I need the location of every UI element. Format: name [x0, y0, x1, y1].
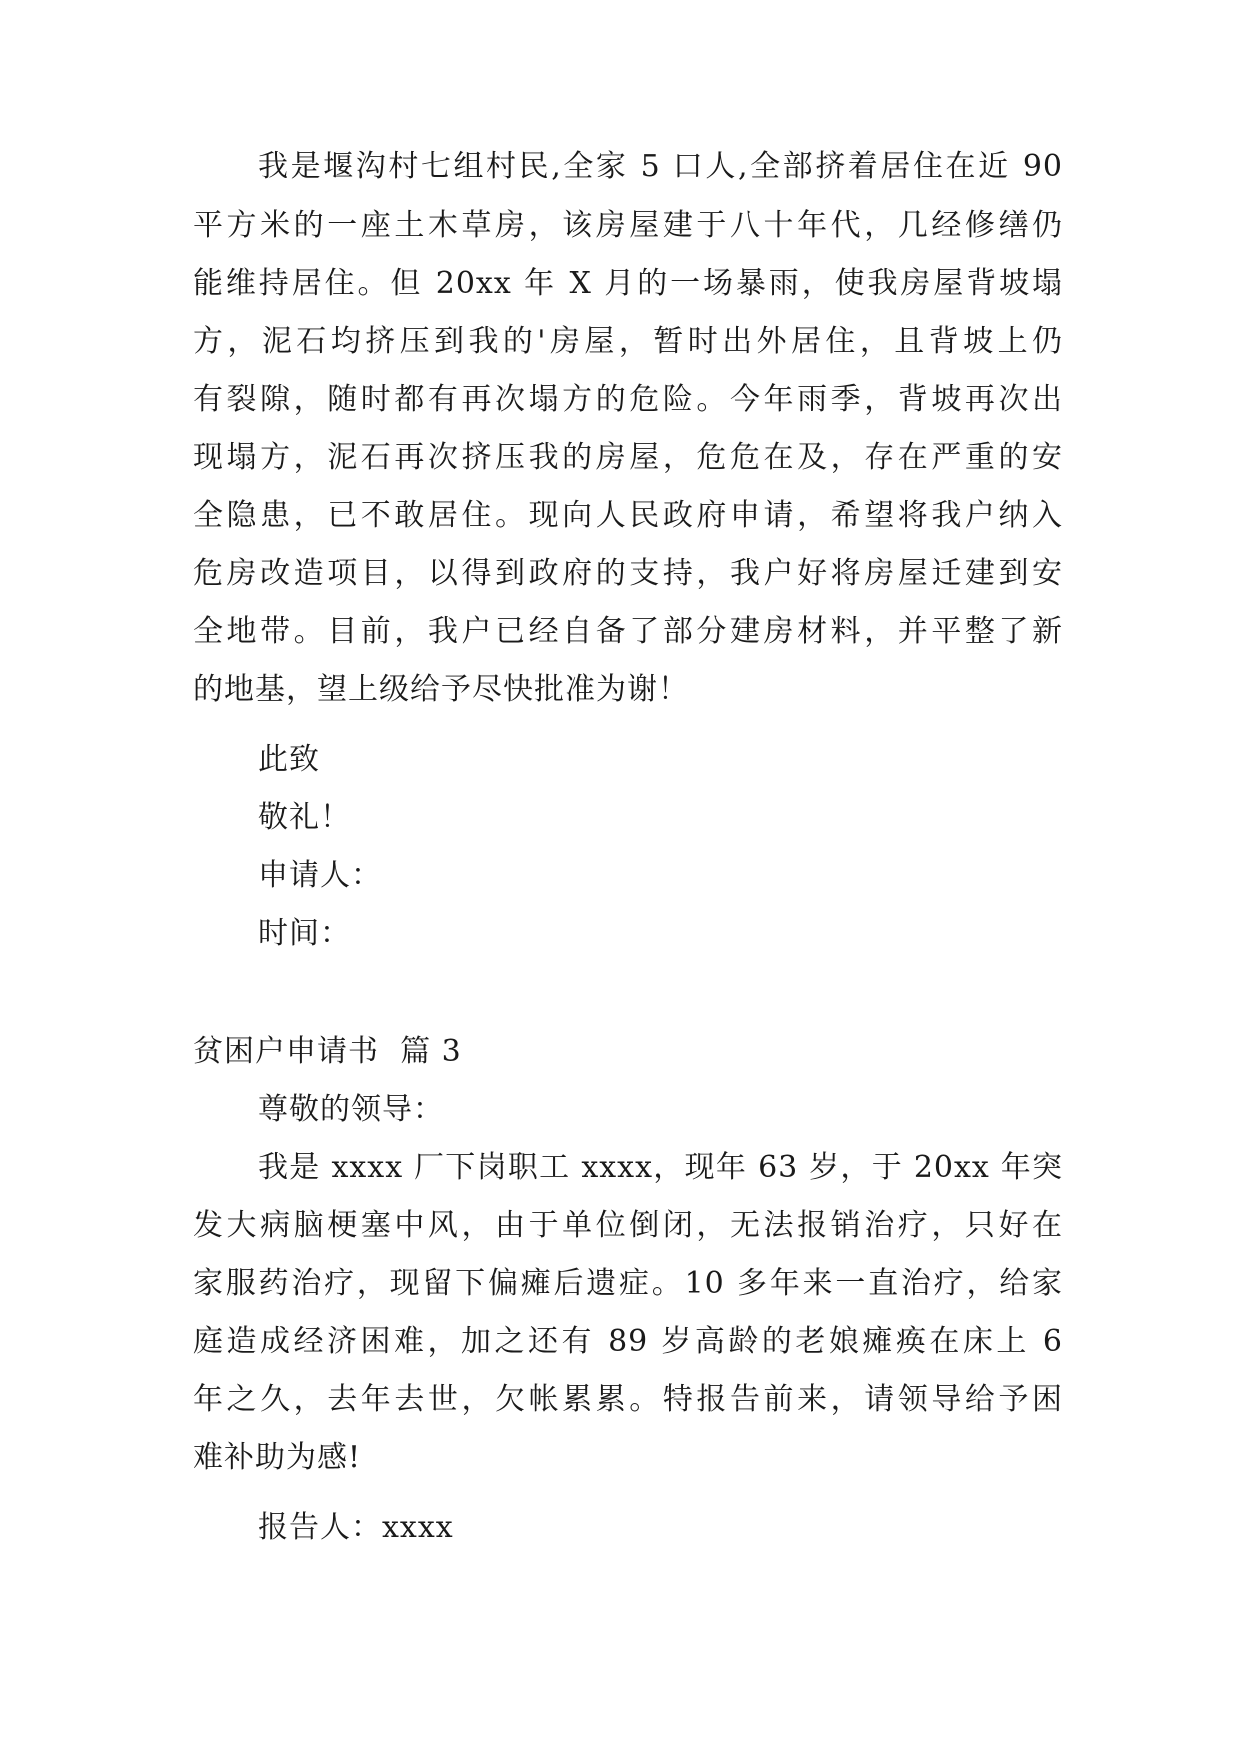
paragraph-line: 难补助为感!: [193, 1440, 362, 1475]
applicant-label: 申请人：: [258, 858, 382, 893]
paragraph-line: 能维持居住。但 20xx 年 X 月的一场暴雨，使我房屋背坡塌: [193, 266, 1063, 301]
salute-text: 敬礼！: [258, 800, 351, 835]
closing-text: 此致: [258, 742, 320, 777]
paragraph-line: 全地带。目前，我户已经自备了部分建房材料，并平整了新: [193, 614, 1063, 649]
paragraph-line: 平方米的一座土木草房，该房屋建于八十年代，几经修缮仍: [193, 208, 1063, 243]
paragraph-line: 危房改造项目，以得到政府的支持，我户好将房屋迁建到安: [193, 556, 1063, 591]
paragraph-line: 方，泥石均挤压到我的'房屋，暂时出外居住，且背坡上仍: [193, 324, 1063, 359]
section-title: 贫困户申请书 篇 3: [193, 1034, 462, 1069]
paragraph-line: 的地基，望上级给予尽快批准为谢！: [193, 672, 689, 707]
paragraph-line: 家服药治疗，现留下偏瘫后遗症。10 多年来一直治疗，给家: [193, 1266, 1063, 1301]
paragraph-line: 庭造成经济困难，加之还有 89 岁高龄的老娘瘫痪在床上 6: [193, 1324, 1063, 1359]
paragraph-line: 全隐患，已不敢居住。现向人民政府申请，希望将我户纳入: [193, 498, 1063, 533]
paragraph-line: 年之久，去年去世，欠帐累累。特报告前来，请领导给予困: [193, 1382, 1063, 1417]
paragraph-line: 有裂隙，随时都有再次塌方的危险。今年雨季，背坡再次出: [193, 382, 1063, 417]
paragraph-line: 我是堰沟村七组村民,全家 5 口人,全部挤着居住在近 90: [258, 149, 1063, 184]
paragraph-line: 我是 xxxx 厂下岗职工 xxxx，现年 63 岁，于 20xx 年突: [258, 1150, 1063, 1185]
reporter-label: 报告人：xxxx: [258, 1510, 454, 1545]
paragraph-line: 现塌方，泥石再次挤压我的房屋，危危在及，存在严重的安: [193, 440, 1063, 475]
paragraph-line: 发大病脑梗塞中风，由于单位倒闭，无法报销治疗，只好在: [193, 1208, 1063, 1243]
time-label: 时间：: [258, 916, 351, 951]
greeting-text: 尊敬的领导：: [258, 1092, 444, 1127]
